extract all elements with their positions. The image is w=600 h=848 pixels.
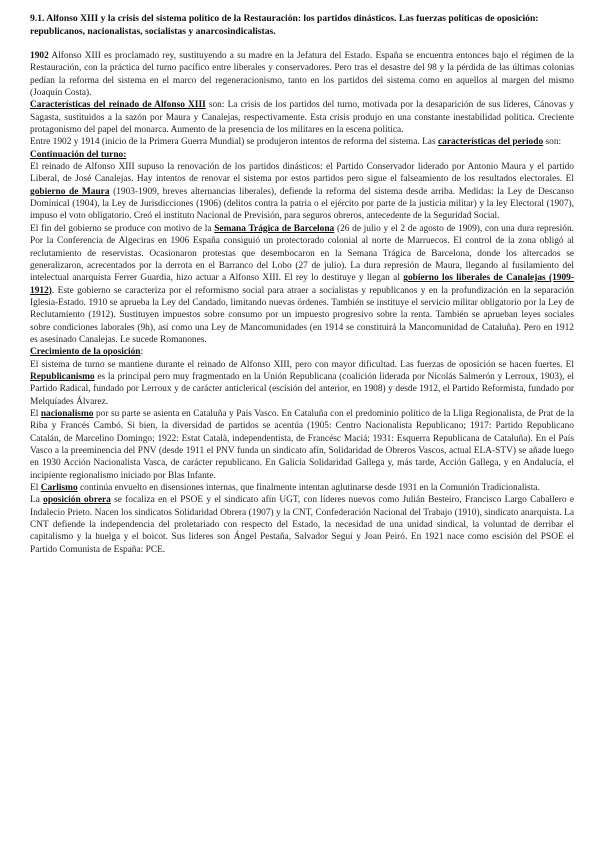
document-title: 9.1. Alfonso XIII y la crisis del sistema político de la Restauración: los partidos dinásticos. Las fuerzas políticas de oposición: republicanos, nacionalistas, socialistas y anarcosindicalistas. (30, 13, 539, 37)
oposicion-heading: Crecimiento de la oposición: (30, 347, 144, 358)
intro-year: 1902 (30, 51, 49, 61)
oposicion-paragraph-4: La oposición obrera se focaliza en el PSOE y el sindicato afín UGT, con líderes nuevos como Julián Besteiro, Francisco Largo Caballero e Indalecio Prieto. Nacen los sindicatos Solidaridad Obrera (1907) y la CNT, Confederación Nacional del Trabajo (1910), sindicato anarquista. La CNT defiende la independencia del proletariado con respecto del Estado, la necesidad de una unidad sindical, la voluntad de derribar el capitalismo y la huelga y el boicot. Sus líderes son Ángel Pestaña, Salvador Seguí y Joan Peiró. En 1921 nace como escisión del PSOE el Partido Comunista de España: PCE. (30, 495, 574, 555)
periodo-paragraph: Entre 1902 y 1914 (inicio de la Primera Guerra Mundial) se produjeron intentos de reforma del sistema. Las características del periodo son: (30, 137, 562, 148)
nacionalismo-bold: nacionalismo (40, 408, 94, 419)
turno-paragraph-1: El reinado de Alfonso XIII supuso la renovación de los partidos dinásticos: el Partido Conservador liderado por Antonio Maura y el partido Liberal, de José Canalejas. Hay intentos de renovar el sistema por estos partidos pero sigue el falseamiento de los resultados electorales. El gobierno de Maura (1903-1909, breves alternancias liberales), defiende la reforma del sistema desde arriba. Medidas: la Ley de Descanso Dominical (1904), la Ley de Jurisdicciones (1906) (delitos contra la patria o el ejército por parte de la justicia militar) y la ley Electoral (1907), impuso el voto obligatorio. Creó el instituto Nacional de Previsión, para seguros obreros, antecedente de la Seguridad Social. (30, 162, 574, 222)
canalejas-bold: gobierno los liberales de Canalejas (1909-1912) (30, 273, 574, 296)
intro-paragraph: 1902 Alfonso XIII es proclamado rey, sustituyendo a su madre en la Jefatura del Estado. España se encuentra entonces bajo el régimen de la Restauración, con la práctica del turno pacífico entre liberales y conservadores. Pero tras el desastre del 98 y la pérdida de las últimas colonias pedían la reforma del sistema en el marco del regeneracionismo, tanto en los partidos del sistema como en aquellos al margen del mismo (Joaquín Costa). (30, 51, 574, 99)
turno-heading: Continuación del turno: (30, 149, 127, 160)
oposicion-paragraph-3: El Carlismo continúa envuelto en disensiones internas, que finalmente intentan aglutinarse desde 1931 en la Comunión Tradicionalista. (30, 483, 540, 494)
caracteristicas-heading: Características del reinado de Alfonso XIII (30, 100, 206, 111)
republicanismo-bold: Republicanismo (30, 371, 95, 382)
oposicion-obrera-bold: oposición obrera (43, 495, 111, 506)
oposicion-paragraph-1: El sistema de turno se mantiene durante el reinado de Alfonso XIII, pero con mayor dificultad. Las fuerzas de oposición se hacen fuertes. El Republicanismo es la principal pero muy fragmentado en la Unión Republicana (coalición liderada por Nicolás Salmerón y Lerroux, 1903), el Partido Radical, fundado por Lerroux y de carácter anticlerical (escisión del anterior, en 1908) y desde 1912, el Partido Reformista, fundado por Melquíades Álvarez. (30, 359, 574, 407)
carlismo-bold: Carlismo (40, 483, 78, 494)
caracteristicas-paragraph: Características del reinado de Alfonso XIII son: La crisis de los partidos del turno, motivada por la desaparición de sus líderes, Cánovas y Sagasta, sustituidos a la sazón por Maura y Canalejas, respectivamente. Esta crisis produjo en una constante inestabilidad política. Creciente protagonismo del papel del monarca. Aumento de la presencia de los militares en la escena política. (30, 100, 574, 136)
turno-paragraph-2: El fin del gobierno se produce con motivo de la Semana Trágica de Barcelona (26 de julio y el 2 de agosto de 1909), con una dura represión. Por la Conferencia de Algeciras en 1906 España consiguió un protectorado colonial al norte de Marruecos. El control de la zona obligó al reclutamiento de reservistas. Ocasionaron protestas que desembocaron en la Semana Trágica de Barcelona, donde los altercados se generalizaron, acrecentados por la derrota en el Barranco del Lobo (27 de julio). La dura represión de Maura, llegando al fusilamiento del intelectual anarquista Ferrer Guardia, hizo actuar a Alfonso XIII. El rey lo destituye y llegan al gobierno los liberales de Canalejas (1909-1912). Este gobierno se caracteriza por el reformismo social para atraer a socialistas y republicanos y en la profundización en la separación Iglesia-Estado. 1910 se aprueba la Ley del Candado, limitando nuevas órdenes. También se instituye el servicio militar obligatorio por la Ley de Reclutamiento (1912). Sustituyen impuestos sobre consumo por un impuesto progresivo sobre la renta. También se aprueban leyes sociales sobre condiciones laborales (9h), así como una Ley de Mancomunidades (en 1914 se constituirá la Mancomunidad de Cataluña). Pero en 1912 es asesinado Canalejas. Le sucede Romanones. (30, 223, 574, 345)
periodo-bold: características del periodo (437, 137, 544, 148)
maura-bold: gobierno de Maura (30, 186, 110, 197)
oposicion-paragraph-2: El nacionalismo por su parte se asienta en Cataluña y País Vasco. En Cataluña con el predominio político de la Lliga Regionalista, de Prat de la Riba y Francés Cambó. Si bien, la diversidad de partidos se acentúa (1905: Centro Nacionalista Republicano; 1917: Partido Republicano Catalán, de Marcelino Domingo; 1922: Estat Català, independentista, de Francésc Maciá; 1931: Esquerra Republicana de Cataluña). En el País Vasco a la preeminencia del PNV (desde 1911 el PNV funda un sindicato afín, Solidaridad de Obreros Vascos, actual ELA-STV) se añade luego en 1930 Acción Nacionalista Vasca, de carácter republicano. En Galicia Solidaridad Gallega y, más tarde, Acción Gallega, y en Andalucía, el incipiente regionalismo iniciado por Blas Infante. (30, 408, 574, 481)
semana-tragica-bold: Semana Trágica de Barcelona (214, 223, 335, 234)
